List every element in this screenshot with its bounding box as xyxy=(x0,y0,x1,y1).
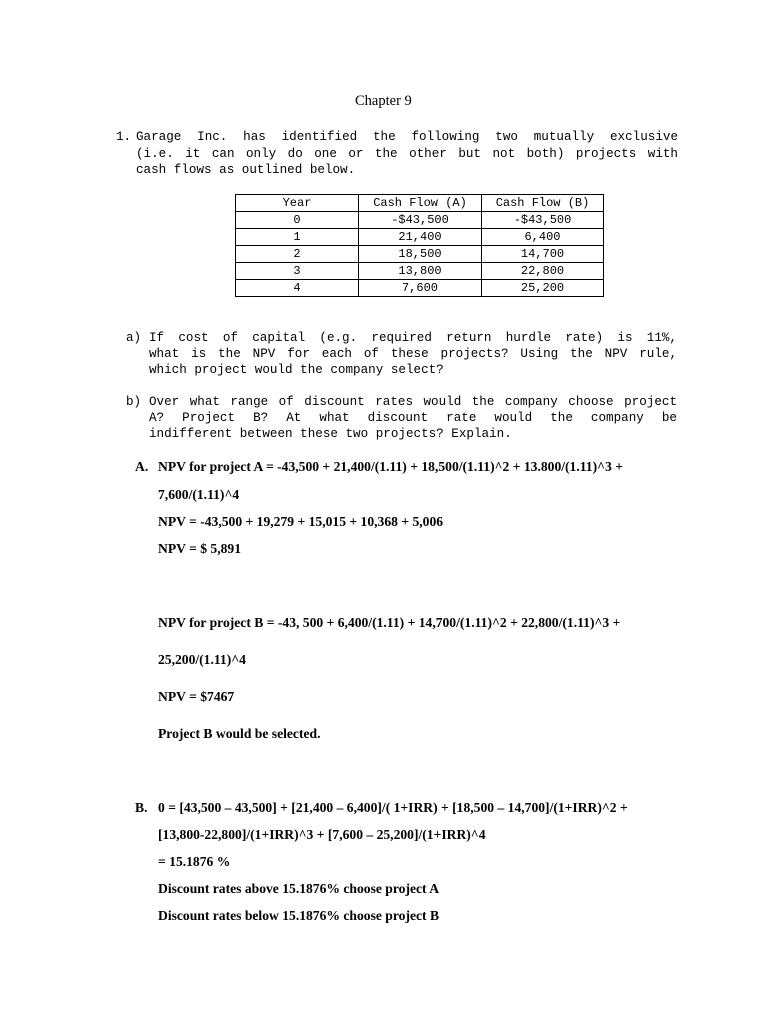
part-b-line-3: indifferent between these two projects? Explain. xyxy=(149,427,512,441)
table-cell-b: 22,800 xyxy=(482,263,604,280)
question-line-2: (i.e. it can only do one or the other but not both) projects with xyxy=(136,147,678,161)
answer-b-below-rule: Discount rates below 15.1876% choose project B xyxy=(158,908,440,923)
table-cell-year: 0 xyxy=(236,212,359,229)
answer-a-npv-a-terms: NPV = -43,500 + 19,279 + 15,015 + 10,368 + 5,006 xyxy=(158,514,444,529)
question-line-1: Garage Inc. has identified the following two mutually exclusive xyxy=(136,130,678,144)
table-row xyxy=(236,263,604,280)
chapter-title: Chapter 9 xyxy=(355,93,412,109)
table-cell-b: 6,400 xyxy=(482,229,604,246)
answer-b-above-rule: Discount rates above 15.1876% choose project A xyxy=(158,881,440,896)
table-row xyxy=(236,246,604,263)
answer-a-label: A. xyxy=(135,459,149,474)
part-b-line-2: A? Project B? At what discount rate would the company be xyxy=(149,411,677,425)
answer-a-conclusion: Project B would be selected. xyxy=(158,726,321,741)
question-number: 1. xyxy=(116,130,132,144)
table-header-year: Year xyxy=(236,195,359,212)
table-cell-a: 18,500 xyxy=(359,246,482,263)
table-cell-b: 25,200 xyxy=(482,280,604,297)
answer-a-npv-b-formula-cont: 25,200/(1.11)^4 xyxy=(158,652,246,667)
table-cell-b: 14,700 xyxy=(482,246,604,263)
table-cell-a: 21,400 xyxy=(359,229,482,246)
part-b-line-1: Over what range of discount rates would the company choose project xyxy=(149,395,677,409)
table-cell-year: 3 xyxy=(236,263,359,280)
table-cell-a: 13,800 xyxy=(359,263,482,280)
answer-a-npv-a-formula-cont: 7,600/(1.11)^4 xyxy=(158,487,240,502)
answer-a-npv-a-formula: NPV for project A = -43,500 + 21,400/(1.11) + 18,500/(1.11)^2 + 13.800/(1.11)^3 + xyxy=(158,459,623,474)
answer-a-npv-b-result: NPV = $7467 xyxy=(158,689,235,704)
table-cell-a: -$43,500 xyxy=(359,212,482,229)
table-header-row xyxy=(236,195,604,212)
table-row xyxy=(236,280,604,297)
table-cell-year: 1 xyxy=(236,229,359,246)
table-cell-year: 2 xyxy=(236,246,359,263)
part-a-label: a) xyxy=(126,331,142,345)
part-a-line-3: which project would the company select? xyxy=(149,363,444,377)
table-header-cash-flow-a: Cash Flow (A) xyxy=(359,195,482,212)
answer-b-irr-equation-cont: [13,800-22,800]/(1+IRR)^3 + [7,600 – 25,200]/(1+IRR)^4 xyxy=(158,827,486,842)
part-b-label: b) xyxy=(126,395,142,409)
answer-a-npv-a-result: NPV = $ 5,891 xyxy=(158,541,242,556)
table-cell-year: 4 xyxy=(236,280,359,297)
table-row xyxy=(236,212,604,229)
table-cell-b: -$43,500 xyxy=(482,212,604,229)
table-cell-a: 7,600 xyxy=(359,280,482,297)
answer-a-npv-b-formula: NPV for project B = -43, 500 + 6,400/(1.11) + 14,700/(1.11)^2 + 22,800/(1.11)^3 + xyxy=(158,615,621,630)
answer-b-irr-result: = 15.1876 % xyxy=(158,854,231,869)
answer-b-label: B. xyxy=(135,800,148,815)
cash-flow-table xyxy=(235,194,604,297)
part-a-line-1: If cost of capital (e.g. required return hurdle rate) is 11%, xyxy=(149,331,677,345)
table-header-cash-flow-b: Cash Flow (B) xyxy=(482,195,604,212)
question-line-3: cash flows as outlined below. xyxy=(136,163,356,177)
part-a-line-2: what is the NPV for each of these projects? Using the NPV rule, xyxy=(149,347,677,361)
answer-b-irr-equation: 0 = [43,500 – 43,500] + [21,400 – 6,400]/( 1+IRR) + [18,500 – 14,700]/(1+IRR)^2 + xyxy=(158,800,628,815)
table-row xyxy=(236,229,604,246)
